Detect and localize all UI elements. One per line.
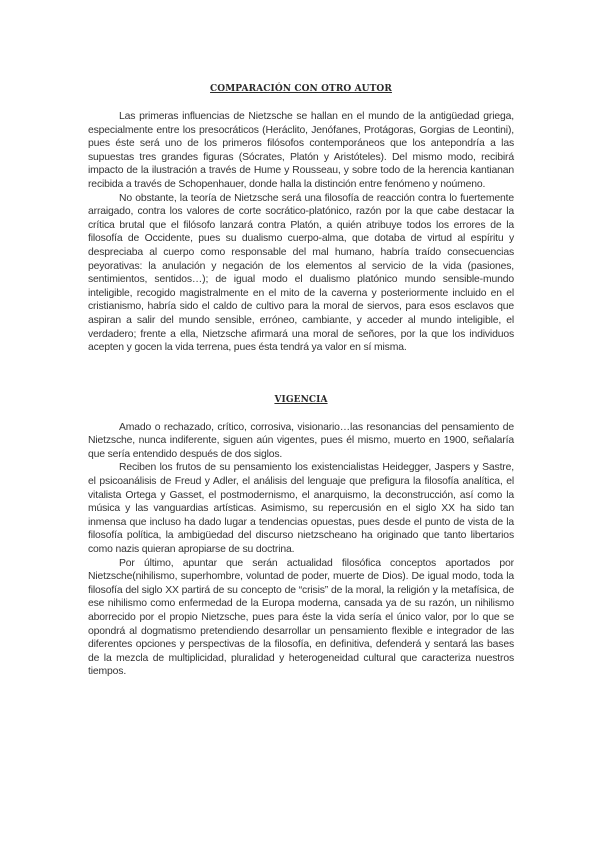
section-comparacion [88,84,514,355]
document-page [88,84,514,679]
paragraph: Las primeras influencias de Nietzsche se hallan en el mundo de la antigüedad griega, especialmente entre los presocráticos (Heráclito, Jenófanes, Protágoras, Gorgias de Leontini), pues éste será uno de los primeros filósofos contemporáneos que los antepondría a las supuestas tres grandes figuras (Sócrates, Platón y Aristóteles). Del mismo modo, recibirá impacto de la ilustración a través de Hume y Rousseau, y sobre todo de la herencia kantianan recibida a través de Schopenhauer, donde halla la distinción entre fenómeno y noúmeno. [88,111,514,190]
paragraph: No obstante, la teoría de Nietzsche será una filosofía de reacción contra lo fuertemente arraigado, contra los valores de corte socrático-platónico, razón por la que cabe destacar la crítica brutal que el filósofo lanzará contra Platón, a quién atribuye todos los errores de la filosofía de Occidente, pues su dualismo cuerpo-alma, que dotaba de virtud al espíritu y despreciaba al cuerpo como responsable del mal humano, habría traído consecuencias peyorativas: la anulación y negación de los elementos al servicio de la vida (pasiones, sentimientos, sentidos…); de igual modo el dualismo platónico mundo sensible-mundo inteligible, recogido magistralmente en el mito de la caverna y posteriormente incluido en el cristianismo, habría sido el caldo de cultivo para la moral de siervos, para esos esclavos que aspiran a salir del mundo sensible, erróneo, cambiante, y acceder al mundo inteligible, el verdadero; frente a ella, Nietzsche afirmará una moral de señores, por la que los individuos acepten y gocen la vida terrena, pues ésta tendrá ya valor en sí misma. [88,192,514,354]
section-vigencia [88,395,514,679]
section-heading-comparacion: COMPARACIÓN CON OTRO AUTOR [210,84,392,94]
paragraph: Amado o rechazado, crítico, corrosiva, visionario…las resonancias del pensamiento de Nietzsche, nunca indiferente, siguen aún vigentes, pues él mismo, muerto en 1900, señalaría que sería entendido después de dos siglos. [88,421,514,460]
paragraph: Reciben los frutos de su pensamiento los existencialistas Heidegger, Jaspers y Sastre, el psicoanálisis de Freud y Adler, el análisis del lenguaje que prefigura la filosofía analítica, el vitalista Ortega y Gasset, el postmodernismo, el anarquismo, la deconstrucción, así como la música y las vanguardias artísticas. Asimismo, su repercusión en el siglo XX ha sido tan inmensa que incluso ha dado lugar a tendencias opuestas, pues desde el punto de vista de la filosofía política, la ambigüedad del discurso nietzscheano ha originado que tanto libertarios como nazis quieran apropiarse de su doctrina. [88,462,514,556]
section-heading-vigencia: VIGENCIA [274,394,328,405]
paragraph: Por último, apuntar que serán actualidad filosófica conceptos aportados por Nietzsche(nihilismo, superhombre, voluntad de poder, muerte de Dios). De igual modo, toda la filosofía del siglo XX partirá de su concepto de “crisis” de la moral, la religión y la metafísica, de ese nihilismo como enfermedad de la Europa moderna, cansada ya de su razón, un nihilismo aborrecido por el propio Nietzsche, pues para éste la vida sería el único valor, por lo que se opondrá al dogmatismo pretendiendo desarrollar un pensamiento flexible e integrador de las diferentes opciones y perspectivas de la filosofía, en definitiva, defenderá y sentará las bases de la mezcla de multiplicidad, pluralidad y heterogeneidad cultural que caracteriza nuestros tiempos. [88,557,514,678]
